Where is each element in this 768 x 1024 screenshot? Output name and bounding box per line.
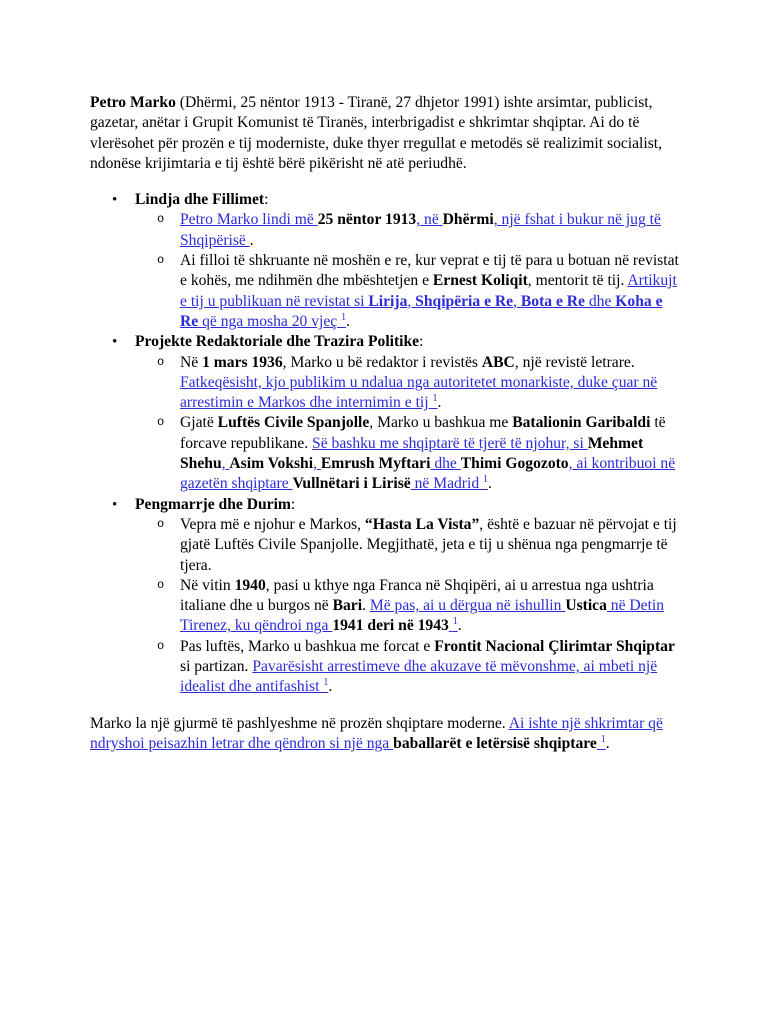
intro-text: (Dhërmi, 25 nëntor 1913 - Tiranë, 27 dhjetor 1991) ishte arsimtar, publicist, gazetar, anëtar i Grupit Komunist të Tiranës, interbrigadist e shkrimtar shqiptar. Ai do të vlerësohet për prozën e tij moderniste, duke thyer rregullat e metodës së realizimit socialist, ndonëse krijimtaria e tij është bërë pikërisht në atë periudhë. [90, 94, 663, 172]
list-item: o Ai filloi të shkruante në moshën e re, kur veprat e tij të para u botuan në revistat e kohës, me ndihmën dhe mbështetjen e Ernest Koliqit, mentorit të tij. Artikujt e tij u publikuan në revistat si Lirija, Shqipëria e Re, Bota e Re dhe Koha e Re që nga mosha 20 vjeç $^1$. [135, 251, 680, 332]
citation-link[interactable]: Fatkeqësisht, kjo publikim u ndalua nga autoritetet monarkiste, duke çuar në arrestimin e Markos dhe internimin e tij $^1$ [180, 373, 658, 412]
citation-link[interactable] [449, 617, 458, 634]
citation-link[interactable]: Petro Marko lindi më [180, 211, 318, 229]
citation-link[interactable]: në Detin Tirenez, ku qëndroi nga [180, 597, 665, 635]
footnote-ref: 1 [600, 733, 606, 745]
list-item: o Në 1 mars 1936, Marko u bë redaktor i revistës ABC, një revistë letrare. Fatkeqësisht, kjo publikim u ndalua nga autoritetet monarkiste, duke çuar në arrestimin e Markos dhe internimin e tij $^1$. [135, 353, 680, 414]
citation-link[interactable]: , [221, 455, 230, 473]
footnote-ref: 1 [483, 474, 489, 486]
intro-paragraph [90, 93, 680, 174]
citation-link[interactable]: Ai ishte një shkrimtar që ndryshoi peisazhin letrar dhe qëndron si një nga [90, 714, 663, 752]
section-title: Pengmarrje dhe Durim [135, 495, 291, 513]
section-list [90, 190, 680, 697]
section-birth: • Lindja dhe Fillimet: o Petro Marko lindi më 25 nëntor 1913, në Dhërmi, një fshat i bukur në jug të Shqipërisë . o Ai filloi të shkruante në moshën e re, kur veprat e tij të para u botuan në revistat e kohës, me ndihmën dhe mbështetjen e Ernest Koliqit, mentorit të tij. Artikujt e tij u publikuan në revistat si Lirija, Shqipëria e Re, Bota e Re dhe Koha e Re që nga mosha 20 vjeç $^1$. [90, 190, 680, 332]
citation-link[interactable]: , në [416, 211, 443, 229]
subsection-list [135, 210, 680, 332]
list-item: o Vepra më e njohur e Markos, “Hasta La Vista”, është e bazuar në përvojat e tij gjatë Luftës Civile Spanjolle. Megjithatë, jeta e tij u shënua nga pengmarrje të tjera. [135, 515, 680, 576]
footnote-ref: 1 [452, 616, 458, 628]
document-page [90, 93, 680, 754]
citation-link[interactable]: në Madrid $^1$ [410, 474, 489, 493]
section-title: Lindja dhe Fillimet [135, 191, 265, 209]
footnote-ref: 1 [341, 311, 347, 323]
section-title: Projekte Redaktoriale dhe Trazira Politike [135, 333, 420, 351]
subject-name: Petro Marko [90, 94, 176, 111]
citation-link[interactable]: Pavarësisht arrestimeve dhe akuzave të mëvonshme, ai mbeti një idealist dhe antifashist $^1$ [180, 658, 658, 696]
subsection-list [135, 353, 680, 495]
citation-link[interactable]: Artikujt e tij u publikuan në revistat si Lirija, Shqipëria e Re, Bota e Re dhe Koha e Re që nga mosha 20 vjeç $^1$ [180, 272, 677, 330]
citation-link[interactable]: Së bashku me shqiptarë të tjerë të njohur, si [312, 434, 588, 452]
list-item: o Petro Marko lindi më 25 nëntor 1913, në Dhërmi, një fshat i bukur në jug të Shqipërisë . [135, 210, 680, 251]
subsection-list [135, 515, 680, 698]
citation-link[interactable]: Më pas, ai u dërgua në ishullin [369, 597, 566, 615]
citation-link[interactable]: dhe [430, 455, 461, 473]
list-item: o Gjatë Luftës Civile Spanjolle, Marko u bashkua me Batalionin Garibaldi të forcave republikane. Së bashku me shqiptarë të tjerë të njohur, si Mehmet Shehu, Asim Vokshi, Emrush Myftari dhe Thimi Gogozoto, ai kontribuoi në gazetën shqiptare Vullnëtari i Lirisë në Madrid $^1$. [135, 413, 680, 494]
outro-paragraph: Marko la një gjurmë të pashlyeshme në prozën shqiptare moderne. Ai ishte një shkrimtar që ndryshoi peisazhin letrar dhe qëndron si një nga baballarët e letërsisë shqiptare $^1$. [90, 714, 663, 752]
section-editorial: • Projekte Redaktoriale dhe Trazira Politike: o Në 1 mars 1936, Marko u bë redaktor i revistës ABC, një revistë letrare. Fatkeqësisht, kjo publikim u ndalua nga autoritetet monarkiste, duke çuar në arrestimin e Markos dhe internimin e tij $^1$. o Gjatë Luftës Civile Spanjolle, Marko u bashkua me Batalionin Garibaldi të forcave republikane. Së bashku me shqiptarë të tjerë të njohur, si Mehmet Shehu, Asim Vokshi, Emrush Myftari dhe Thimi Gogozoto, ai kontribuoi në gazetën shqiptare Vullnëtari i Lirisë në Madrid $^1$. [90, 332, 680, 494]
citation-link[interactable]: , ai kontribuoi në gazetën shqiptare [180, 455, 676, 493]
citation-link[interactable]: , një fshat i bukur në jug të Shqipërisë [180, 211, 661, 249]
citation-link[interactable] [597, 735, 606, 752]
list-item: o Në vitin 1940, pasi u kthye nga Franca në Shqipëri, ai u arrestua nga ushtria italiane dhe u burgos në Bari. Më pas, ai u dërgua në ishullin Ustica në Detin Tirenez, ku qëndroi nga 1941 deri në 1943 $^1$. [135, 576, 680, 637]
citation-link[interactable]: , [313, 455, 321, 473]
section-captivity: • Pengmarrje dhe Durim: o Vepra më e njohur e Markos, “Hasta La Vista”, është e bazuar në përvojat e tij gjatë Luftës Civile Spanjolle. Megjithatë, jeta e tij u shënua nga pengmarrje të tjera. o Në vitin 1940, pasi u kthye nga Franca në Shqipëri, ai u arrestua nga ushtria italiane dhe u burgos në Bari. Më pas, ai u dërgua në ishullin Ustica në Detin Tirenez, ku qëndroi nga 1941 deri në 1943 $^1$. o Pas luftës, Marko u bashkua me forcat e Frontit Nacional Çlirimtar Shqiptar si partizan. Pavarësisht arrestimeve dhe akuzave të mëvonshme, ai mbeti një idealist dhe antifashist $^1$. [90, 495, 680, 698]
footnote-ref: 1 [323, 677, 329, 689]
footnote-ref: 1 [432, 392, 438, 404]
list-item: o Pas luftës, Marko u bashkua me forcat e Frontit Nacional Çlirimtar Shqiptar si partizan. Pavarësisht arrestimeve dhe akuzave të mëvonshme, ai mbeti një idealist dhe antifashist $^1$. [135, 637, 680, 698]
